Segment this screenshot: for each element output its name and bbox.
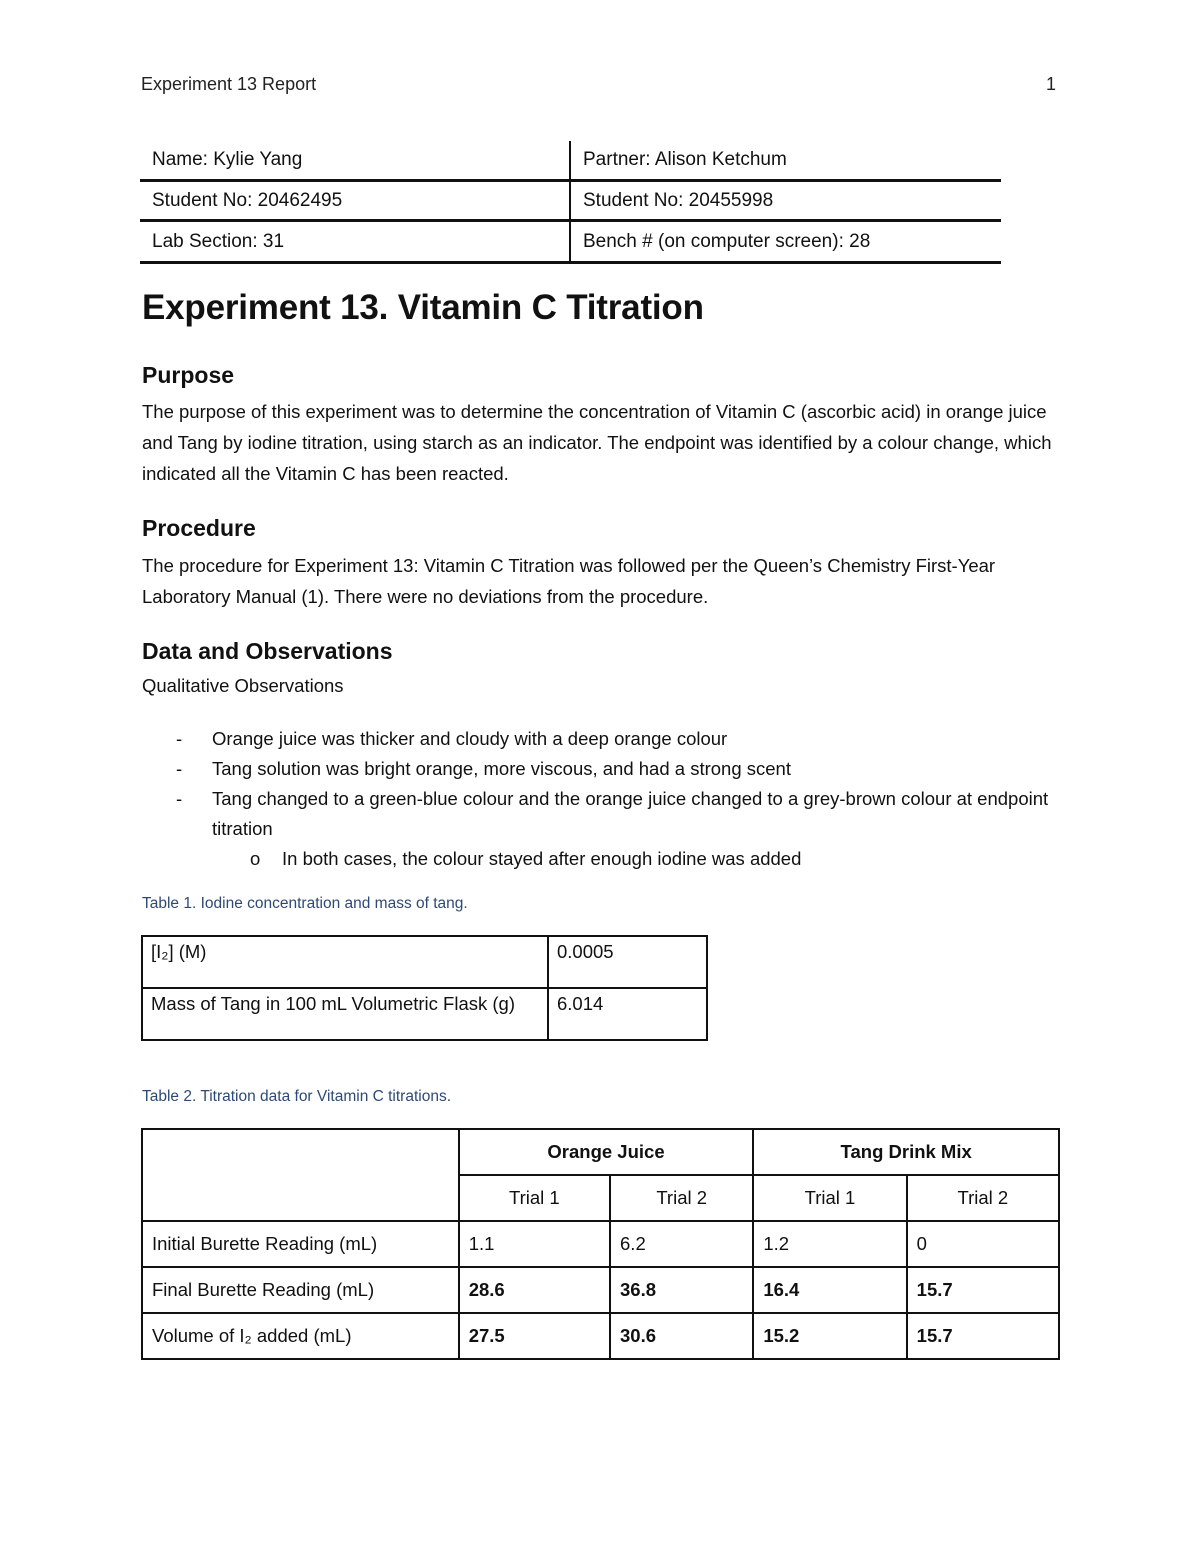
group-header-tang: Tang Drink Mix: [753, 1129, 1059, 1175]
qualitative-observations-subheading: Qualitative Observations: [142, 675, 344, 696]
list-item: - Orange juice was thicker and cloudy with a deep orange colour: [142, 724, 1102, 754]
row-label: Volume of I₂ added (mL): [142, 1313, 459, 1359]
partner-cell: Partner: Alison Ketchum: [570, 141, 1001, 181]
table-header-row: [142, 1129, 1059, 1175]
data-observations-heading: Data and Observations: [142, 638, 393, 664]
student-info-table: [140, 141, 1001, 264]
table-cell: 30.6: [610, 1313, 753, 1359]
bench-cell: Bench # (on computer screen): 28: [570, 221, 1001, 263]
table-row: [142, 1267, 1059, 1313]
page-number: 1: [1046, 74, 1057, 94]
table-cell: 6.2: [610, 1221, 753, 1267]
table-cell: 28.6: [459, 1267, 610, 1313]
iodine-table: [141, 935, 708, 1041]
table-row: [142, 1221, 1059, 1267]
table-corner-cell: [142, 1129, 459, 1221]
procedure-text: The procedure for Experiment 13: Vitamin C Titration was followed per the Queen’s Chemistry First-Year Laboratory Manual (1). There were no deviations from the procedure.: [142, 555, 996, 607]
table-row: [142, 936, 707, 988]
table-cell: 27.5: [459, 1313, 610, 1359]
table-row: [142, 988, 707, 1040]
list-item: - Tang changed to a green-blue colour and the orange juice changed to a grey-brown colour at endpoint titration: [142, 784, 1102, 844]
trial-header: Trial 2: [610, 1175, 753, 1221]
table-cell-label: Mass of Tang in 100 mL Volumetric Flask (g): [142, 988, 548, 1040]
trial-header: Trial 1: [459, 1175, 610, 1221]
dash-bullet: -: [176, 728, 183, 749]
group-header-orange-juice: Orange Juice: [459, 1129, 754, 1175]
row-label: Initial Burette Reading (mL): [142, 1221, 459, 1267]
table-row: [142, 1313, 1059, 1359]
trial-header: Trial 2: [907, 1175, 1059, 1221]
lab-section-cell: Lab Section: 31: [140, 221, 570, 263]
table-cell: 15.2: [753, 1313, 906, 1359]
table-cell: 1.1: [459, 1221, 610, 1267]
partner-student-no-cell: Student No: 20455998: [570, 181, 1001, 221]
table1-caption: Table 1. Iodine concentration and mass of tang.: [142, 895, 468, 912]
purpose-heading: Purpose: [142, 362, 235, 388]
table-cell: 15.7: [907, 1267, 1059, 1313]
table-cell: 1.2: [753, 1221, 906, 1267]
observations-list: [142, 724, 1102, 874]
dash-bullet: -: [176, 758, 183, 779]
trial-header: Trial 1: [753, 1175, 906, 1221]
table-cell: 36.8: [610, 1267, 753, 1313]
table-cell-label: [I₂] (M): [142, 936, 548, 988]
student-no-cell: Student No: 20462495: [140, 181, 570, 221]
list-item: - Tang solution was bright orange, more viscous, and had a strong scent: [142, 754, 1102, 784]
dash-bullet: -: [176, 788, 183, 809]
name-cell: Name: Kylie Yang: [140, 141, 570, 181]
table-cell: 15.7: [907, 1313, 1059, 1359]
table2-caption: Table 2. Titration data for Vitamin C titrations.: [142, 1088, 452, 1105]
table-cell-value: 6.014: [548, 988, 707, 1040]
sub-list-item: o In both cases, the colour stayed after enough iodine was added: [142, 844, 1102, 874]
table-cell: 16.4: [753, 1267, 906, 1313]
titration-table: [141, 1128, 1060, 1360]
circle-bullet: o: [250, 848, 261, 869]
row-label: Final Burette Reading (mL): [142, 1267, 459, 1313]
document-title: Experiment 13. Vitamin C Titration: [142, 288, 704, 327]
table-cell: 0: [907, 1221, 1059, 1267]
procedure-heading: Procedure: [142, 515, 256, 541]
purpose-text: The purpose of this experiment was to determine the concentration of Vitamin C (ascorbic acid) in orange juice and Tang by iodine titration, using starch as an indicator. The endpoint was identified by a colour change, which indicated all the Vitamin C has been reacted.: [142, 401, 1052, 484]
page-header-title: Experiment 13 Report: [141, 74, 317, 94]
table-cell-value: 0.0005: [548, 936, 707, 988]
